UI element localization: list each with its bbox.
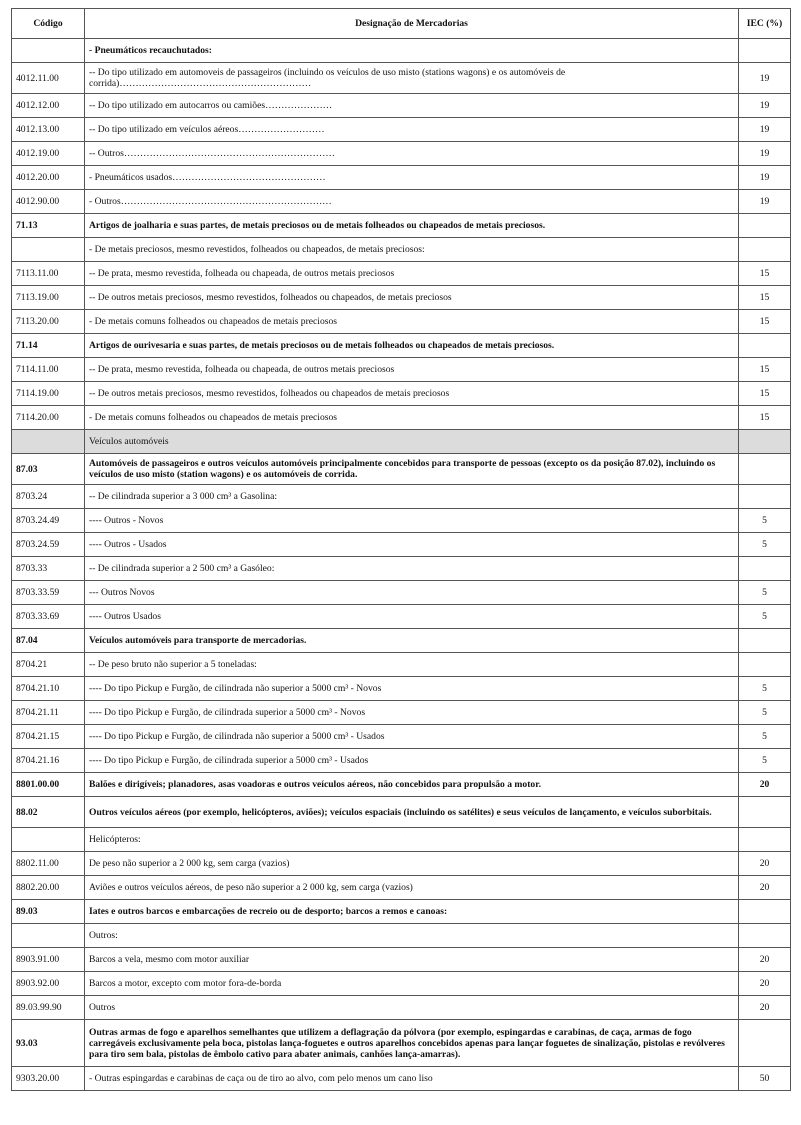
iec-cell: 15 xyxy=(739,382,791,406)
iec-cell xyxy=(739,334,791,358)
table-row xyxy=(12,262,791,286)
table-row xyxy=(12,725,791,749)
designation-cell: - De metais comuns folheados ou chapeados de metais preciosos xyxy=(85,310,739,334)
code-cell: 71.13 xyxy=(12,214,85,238)
code-cell: 7114.20.00 xyxy=(12,406,85,430)
iec-cell: 15 xyxy=(739,262,791,286)
iec-cell xyxy=(739,39,791,63)
table-row xyxy=(12,454,791,485)
table-row xyxy=(12,485,791,509)
code-cell: 9303.20.00 xyxy=(12,1067,85,1091)
iec-cell: 5 xyxy=(739,725,791,749)
code-cell: 8802.11.00 xyxy=(12,852,85,876)
code-cell: 8903.91.00 xyxy=(12,948,85,972)
table-row xyxy=(12,996,791,1020)
table-row xyxy=(12,142,791,166)
code-cell: 8704.21 xyxy=(12,653,85,677)
designation-cell: -- Outros………………………………………………………… xyxy=(85,142,739,166)
code-cell: 89.03.99.90 xyxy=(12,996,85,1020)
iec-cell: 5 xyxy=(739,509,791,533)
designation-cell: Artigos de joalharia e suas partes, de metais preciosos ou de metais folheados ou chapeados de metais preciosos. xyxy=(85,214,739,238)
code-cell: 8703.33.59 xyxy=(12,581,85,605)
iec-cell: 19 xyxy=(739,166,791,190)
designation-cell: Outros: xyxy=(85,924,739,948)
code-cell xyxy=(12,238,85,262)
designation-cell: Barcos a vela, mesmo com motor auxiliar xyxy=(85,948,739,972)
iec-cell: 5 xyxy=(739,677,791,701)
designation-cell: Artigos de ourivesaria e suas partes, de metais preciosos ou de metais folheados ou chapeados de metais preciosos. xyxy=(85,334,739,358)
designation-cell: ---- Do tipo Pickup e Furgão, de cilindrada não superior a 5000 cm³ - Usados xyxy=(85,725,739,749)
code-cell: 7114.11.00 xyxy=(12,358,85,382)
table-row xyxy=(12,238,791,262)
code-cell: 8703.33.69 xyxy=(12,605,85,629)
iec-cell: 5 xyxy=(739,701,791,725)
designation-cell: ---- Outros - Novos xyxy=(85,509,739,533)
designation-cell: -- Do tipo utilizado em autocarros ou camiões………………… xyxy=(85,94,739,118)
header-designation: Designação de Mercadorias xyxy=(85,9,739,39)
table-row xyxy=(12,948,791,972)
code-cell: 7113.19.00 xyxy=(12,286,85,310)
iec-cell xyxy=(739,557,791,581)
table-row xyxy=(12,1020,791,1067)
designation-cell: --- Outros Novos xyxy=(85,581,739,605)
designation-cell: ---- Outros Usados xyxy=(85,605,739,629)
iec-cell: 19 xyxy=(739,94,791,118)
iec-cell: 5 xyxy=(739,581,791,605)
designation-cell: -- De prata, mesmo revestida, folheada ou chapeada, de outros metais preciosos xyxy=(85,358,739,382)
header-code: Código xyxy=(12,9,85,39)
table-row xyxy=(12,166,791,190)
code-cell: 71.14 xyxy=(12,334,85,358)
iec-cell xyxy=(739,797,791,828)
table-row xyxy=(12,533,791,557)
code-cell xyxy=(12,828,85,852)
table-row xyxy=(12,972,791,996)
code-cell: 8903.92.00 xyxy=(12,972,85,996)
designation-cell: Automóveis de passageiros e outros veículos automóveis principalmente concebidos para transporte de pessoas (excepto os da posição 87.02), incluindo os veículos de uso misto (station wagons) e os automóveis de corrida. xyxy=(85,454,739,485)
code-cell: 8703.24.49 xyxy=(12,509,85,533)
code-cell xyxy=(12,924,85,948)
table-row xyxy=(12,557,791,581)
designation-cell: - De metais comuns folheados ou chapeados de metais preciosos xyxy=(85,406,739,430)
designation-cell: Outros xyxy=(85,996,739,1020)
table-row xyxy=(12,334,791,358)
code-cell: 8703.24.59 xyxy=(12,533,85,557)
iec-cell: 19 xyxy=(739,142,791,166)
iec-cell: 20 xyxy=(739,852,791,876)
designation-cell: -- De outros metais preciosos, mesmo revestidos, folheados ou chapeados, de metais preciosos xyxy=(85,286,739,310)
iec-cell: 50 xyxy=(739,1067,791,1091)
code-cell: 8801.00.00 xyxy=(12,773,85,797)
designation-cell: -- De prata, mesmo revestida, folheada ou chapeada, de outros metais preciosos xyxy=(85,262,739,286)
iec-cell xyxy=(739,214,791,238)
table-row xyxy=(12,924,791,948)
iec-cell: 15 xyxy=(739,406,791,430)
table-body xyxy=(12,39,791,1091)
iec-cell: 15 xyxy=(739,358,791,382)
table-row xyxy=(12,605,791,629)
iec-cell: 20 xyxy=(739,972,791,996)
table-row xyxy=(12,773,791,797)
designation-cell: Veículos automóveis para transporte de mercadorias. xyxy=(85,629,739,653)
code-cell: 4012.13.00 xyxy=(12,118,85,142)
code-cell: 7114.19.00 xyxy=(12,382,85,406)
table-row xyxy=(12,828,791,852)
code-cell: 8703.24 xyxy=(12,485,85,509)
iec-cell xyxy=(739,629,791,653)
code-cell: 8802.20.00 xyxy=(12,876,85,900)
iec-cell xyxy=(739,828,791,852)
designation-cell: - Pneumáticos recauchutados: xyxy=(85,39,739,63)
iec-cell xyxy=(739,454,791,485)
table-row xyxy=(12,190,791,214)
table-row xyxy=(12,430,791,454)
designation-cell: - Outros………………………………………………………… xyxy=(85,190,739,214)
iec-cell: 19 xyxy=(739,190,791,214)
code-cell: 8704.21.10 xyxy=(12,677,85,701)
code-cell: 8703.33 xyxy=(12,557,85,581)
iec-cell: 15 xyxy=(739,310,791,334)
table-row xyxy=(12,382,791,406)
iec-cell: 15 xyxy=(739,286,791,310)
table-row xyxy=(12,118,791,142)
code-cell: 4012.20.00 xyxy=(12,166,85,190)
iec-cell: 20 xyxy=(739,773,791,797)
code-cell: 7113.11.00 xyxy=(12,262,85,286)
table-row xyxy=(12,797,791,828)
designation-cell: Barcos a motor, excepto com motor fora-de-borda xyxy=(85,972,739,996)
table-row xyxy=(12,286,791,310)
designation-cell: -- Do tipo utilizado em veículos aéreos……………………… xyxy=(85,118,739,142)
table-row xyxy=(12,214,791,238)
table-row xyxy=(12,39,791,63)
code-cell xyxy=(12,430,85,454)
table-row xyxy=(12,581,791,605)
code-cell: 8704.21.15 xyxy=(12,725,85,749)
code-cell: 8704.21.16 xyxy=(12,749,85,773)
tariff-document xyxy=(11,8,791,1091)
code-cell: 4012.19.00 xyxy=(12,142,85,166)
iec-cell xyxy=(739,430,791,454)
designation-cell: Balões e dirigíveis; planadores, asas voadoras e outros veículos aéreos, não concebidos para propulsão a motor. xyxy=(85,773,739,797)
iec-cell xyxy=(739,238,791,262)
header-iec: IEC (%) xyxy=(739,9,791,39)
code-cell xyxy=(12,39,85,63)
designation-cell: - Outras espingardas e carabinas de caça ou de tiro ao alvo, com pelo menos um cano liso xyxy=(85,1067,739,1091)
designation-cell: -- De peso bruto não superior a 5 toneladas: xyxy=(85,653,739,677)
code-cell: 4012.12.00 xyxy=(12,94,85,118)
designation-cell: - Pneumáticos usados………………………………………… xyxy=(85,166,739,190)
iec-cell: 19 xyxy=(739,118,791,142)
iec-cell: 19 xyxy=(739,63,791,94)
table-row xyxy=(12,406,791,430)
designation-cell: Aviões e outros veículos aéreos, de peso não superior a 2 000 kg, sem carga (vazios) xyxy=(85,876,739,900)
table-header-row xyxy=(12,9,791,39)
table-row xyxy=(12,358,791,382)
designation-cell: Outras armas de fogo e aparelhos semelhantes que utilizem a deflagração da pólvora (por exemplo, espingardas e carabinas, de caça, armas de fogo carregáveis exclusivamente pela boca, pistolas lança-foguetes e outros aparelhos concebidos apenas para lançar foguetes de sinalização, pistolas e revólveres para tiro sem bala, pistolas de êmbolo cativo para abater animais, canhões lança-amarras). xyxy=(85,1020,739,1067)
code-cell: 7113.20.00 xyxy=(12,310,85,334)
designation-cell: -- De cilindrada superior a 3 000 cm³ a Gasolina: xyxy=(85,485,739,509)
iec-cell: 20 xyxy=(739,876,791,900)
iec-cell xyxy=(739,900,791,924)
code-cell: 88.02 xyxy=(12,797,85,828)
iec-cell xyxy=(739,1020,791,1067)
code-cell: 8704.21.11 xyxy=(12,701,85,725)
designation-cell: -- De cilindrada superior a 2 500 cm³ a Gasóleo: xyxy=(85,557,739,581)
designation-cell: Iates e outros barcos e embarcações de recreio ou de desporto; barcos a remos e canoas: xyxy=(85,900,739,924)
designation-cell: - De metais preciosos, mesmo revestidos, folheados ou chapeados, de metais preciosos: xyxy=(85,238,739,262)
iec-cell: 5 xyxy=(739,533,791,557)
iec-cell xyxy=(739,924,791,948)
designation-cell: ---- Do tipo Pickup e Furgão, de cilindrada superior a 5000 cm³ - Novos xyxy=(85,701,739,725)
table-row xyxy=(12,749,791,773)
designation-cell: Outros veículos aéreos (por exemplo, helicópteros, aviões); veículos espaciais (incluindo os satélites) e seus veículos de lançamento, e veículos suborbitais. xyxy=(85,797,739,828)
table-row xyxy=(12,509,791,533)
iec-cell: 20 xyxy=(739,948,791,972)
table-row xyxy=(12,701,791,725)
iec-cell xyxy=(739,485,791,509)
tariff-table xyxy=(11,8,791,1091)
code-cell: 93.03 xyxy=(12,1020,85,1067)
iec-cell: 20 xyxy=(739,996,791,1020)
table-row xyxy=(12,629,791,653)
code-cell: 4012.90.00 xyxy=(12,190,85,214)
table-row xyxy=(12,310,791,334)
designation-cell: De peso não superior a 2 000 kg, sem carga (vazios) xyxy=(85,852,739,876)
iec-cell xyxy=(739,653,791,677)
designation-cell: Veículos automóveis xyxy=(85,430,739,454)
table-row xyxy=(12,876,791,900)
table-row xyxy=(12,852,791,876)
table-row xyxy=(12,1067,791,1091)
iec-cell: 5 xyxy=(739,749,791,773)
code-cell: 89.03 xyxy=(12,900,85,924)
table-row xyxy=(12,63,791,94)
designation-cell: -- Do tipo utilizado em automoveis de passageiros (incluindo os veículos de uso misto (stations wagons) e os automóveis de corrida)…………………………………………………… xyxy=(85,63,739,94)
table-row xyxy=(12,900,791,924)
designation-cell: Helicópteros: xyxy=(85,828,739,852)
designation-cell: ---- Do tipo Pickup e Furgão, de cilindrada superior a 5000 cm³ - Usados xyxy=(85,749,739,773)
code-cell: 4012.11.00 xyxy=(12,63,85,94)
designation-cell: ---- Outros - Usados xyxy=(85,533,739,557)
table-row xyxy=(12,653,791,677)
iec-cell: 5 xyxy=(739,605,791,629)
code-cell: 87.04 xyxy=(12,629,85,653)
designation-cell: ---- Do tipo Pickup e Furgão, de cilindrada não superior a 5000 cm³ - Novos xyxy=(85,677,739,701)
table-row xyxy=(12,94,791,118)
code-cell: 87.03 xyxy=(12,454,85,485)
table-row xyxy=(12,677,791,701)
designation-cell: -- De outros metais preciosos, mesmo revestidos, folheados ou chapeados de metais preciosos xyxy=(85,382,739,406)
